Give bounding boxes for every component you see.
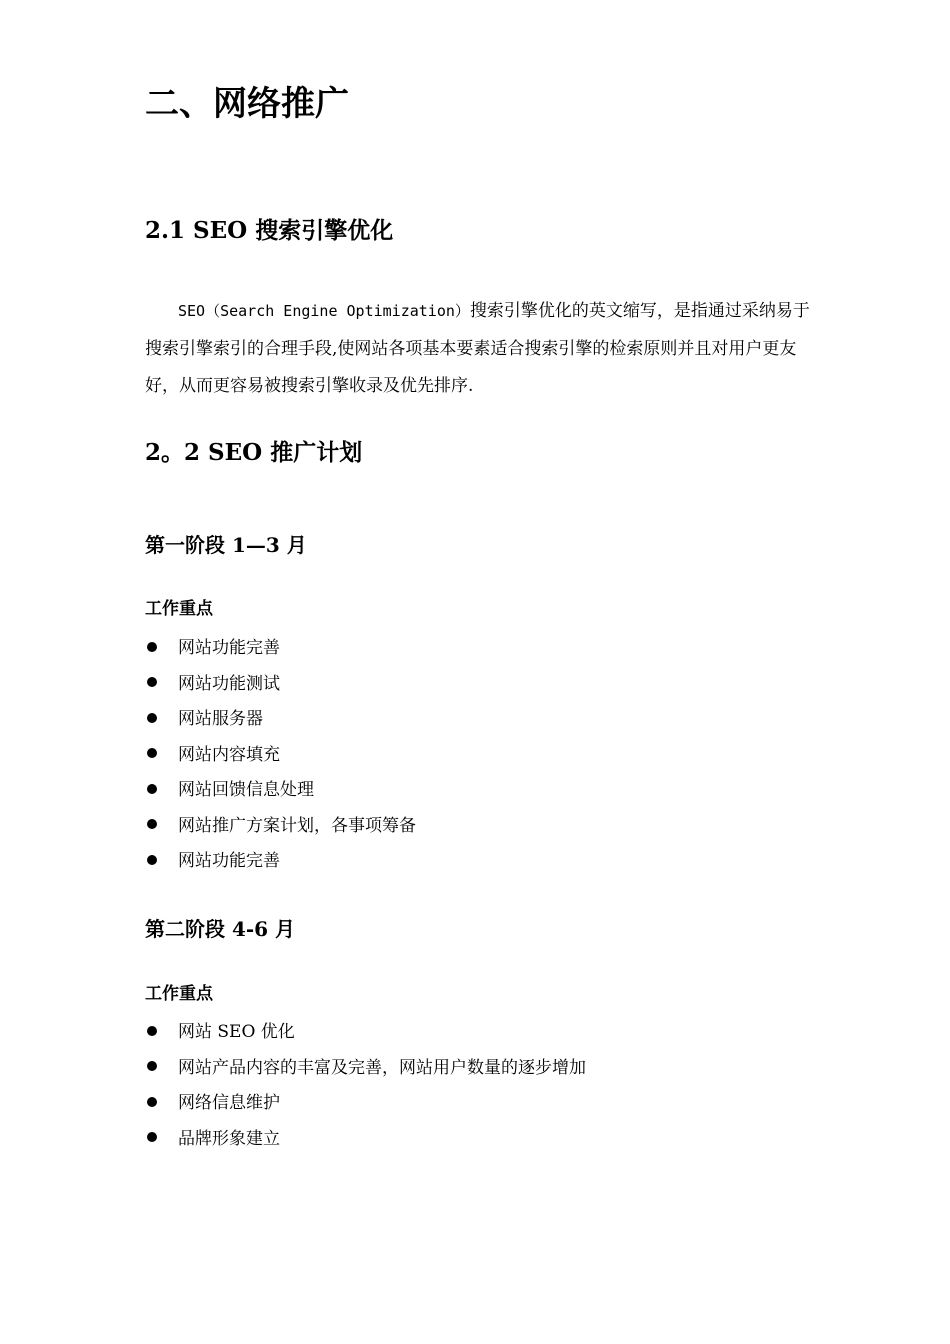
list-item-text: 网站回馈信息处理 <box>178 780 314 800</box>
list-item <box>145 738 416 774</box>
phase2-task-list <box>145 1015 586 1157</box>
bullet-icon <box>147 855 157 865</box>
phase1-task-list <box>145 631 416 880</box>
bullet-icon <box>147 819 157 829</box>
list-item <box>145 844 416 880</box>
list-item-text: 网站产品内容的丰富及完善，网站用户数量的逐步增加 <box>178 1057 586 1078</box>
list-item <box>145 667 416 703</box>
list-item <box>145 1051 586 1087</box>
list-item-text: 品牌形象建立 <box>178 1128 280 1149</box>
bullet-icon <box>147 713 157 723</box>
list-item-text: 网站功能完善 <box>178 638 280 658</box>
section-heading-seo-plan: 2。2 SEO 推广计划 <box>145 439 363 466</box>
bullet-icon <box>147 1061 157 1071</box>
section-heading-seo-optimization: 2.1 SEO 搜索引擎优化 <box>145 217 394 244</box>
list-item <box>145 773 416 809</box>
bullet-icon <box>147 677 157 687</box>
list-item-text: 网站功能完善 <box>178 851 280 871</box>
bullet-icon <box>147 1026 157 1036</box>
bullet-icon <box>147 1097 157 1107</box>
list-item <box>145 809 416 845</box>
phase1-focus-label: 工作重点 <box>145 599 213 619</box>
seo-definition-paragraph <box>145 293 810 406</box>
bullet-icon <box>147 642 157 652</box>
list-item <box>145 1015 586 1051</box>
list-item <box>145 1086 586 1122</box>
seo-definition-text: 搜索引擎优化的英文缩写，是指通过采纳易于搜索引擎索引的合理手段,使网站各项基本要素适合搜索引擎的检索原则并且对用户更友好，从而更容易被搜索引擎收录及优先排序. <box>145 301 810 396</box>
seo-term: SEO（Search Engine Optimization） <box>178 302 470 320</box>
list-item-text: 网站内容填充 <box>178 744 280 765</box>
list-item <box>145 702 416 738</box>
phase2-focus-label: 工作重点 <box>145 984 213 1004</box>
list-item-text: 网站服务器 <box>178 709 263 729</box>
bullet-icon <box>147 748 157 758</box>
list-item-text: 网站推广方案计划，各事项筹备 <box>178 815 416 836</box>
phase1-heading: 第一阶段 1—3 月 <box>145 533 307 557</box>
page-title: 二、网络推广 <box>145 84 349 124</box>
list-item-text: 网站 SEO 优化 <box>178 1022 295 1042</box>
list-item-text: 网站功能测试 <box>178 673 280 694</box>
list-item <box>145 1122 586 1158</box>
phase2-heading: 第二阶段 4-6 月 <box>145 917 296 941</box>
list-item <box>145 631 416 667</box>
list-item-text: 网络信息维护 <box>178 1093 280 1113</box>
bullet-icon <box>147 1132 157 1142</box>
bullet-icon <box>147 784 157 794</box>
